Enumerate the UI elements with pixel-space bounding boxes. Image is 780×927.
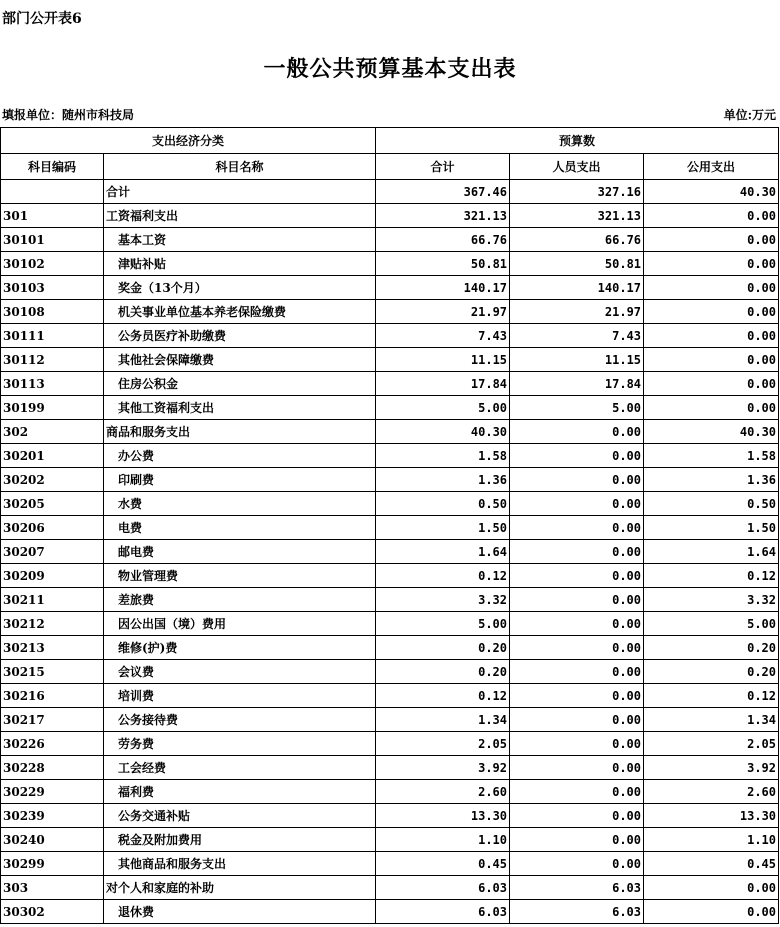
cell-public: 0.00 <box>644 876 779 900</box>
unit-label: 单位:万元 <box>723 108 776 122</box>
cell-code: 30299 <box>1 852 104 876</box>
cell-code: 30201 <box>1 444 104 468</box>
cell-public: 0.00 <box>644 276 779 300</box>
table-row <box>1 756 779 780</box>
cell-code: 30199 <box>1 396 104 420</box>
cell-total: 0.12 <box>376 564 510 588</box>
cell-public: 1.50 <box>644 516 779 540</box>
table-row <box>1 660 779 684</box>
cell-personnel: 0.00 <box>510 564 644 588</box>
cell-name: 其他社会保障缴费 <box>104 348 376 372</box>
cell-personnel: 0.00 <box>510 588 644 612</box>
cell-personnel: 0.00 <box>510 516 644 540</box>
cell-public: 1.36 <box>644 468 779 492</box>
cell-name: 福利费 <box>104 780 376 804</box>
cell-total: 11.15 <box>376 348 510 372</box>
cell-total: 50.81 <box>376 252 510 276</box>
cell-name: 其他工资福利支出 <box>104 396 376 420</box>
cell-name: 其他商品和服务支出 <box>104 852 376 876</box>
cell-code: 30101 <box>1 228 104 252</box>
cell-personnel: 0.00 <box>510 660 644 684</box>
cell-public: 0.50 <box>644 492 779 516</box>
cell-total: 0.50 <box>376 492 510 516</box>
table-row <box>1 468 779 492</box>
cell-total: 367.46 <box>376 180 510 204</box>
cell-public: 0.12 <box>644 684 779 708</box>
cell-total: 5.00 <box>376 396 510 420</box>
cell-name: 劳务费 <box>104 732 376 756</box>
cell-total: 1.50 <box>376 516 510 540</box>
cell-code: 30202 <box>1 468 104 492</box>
cell-personnel: 0.00 <box>510 444 644 468</box>
col-header-personnel: 人员支出 <box>510 154 644 180</box>
table-row <box>1 804 779 828</box>
cell-name: 公务员医疗补助缴费 <box>104 324 376 348</box>
cell-name: 公务接待费 <box>104 708 376 732</box>
cell-personnel: 0.00 <box>510 756 644 780</box>
cell-public: 5.00 <box>644 612 779 636</box>
cell-public: 0.00 <box>644 300 779 324</box>
table-row <box>1 852 779 876</box>
cell-total: 140.17 <box>376 276 510 300</box>
table-row <box>1 516 779 540</box>
cell-public: 0.00 <box>644 348 779 372</box>
cell-name: 邮电费 <box>104 540 376 564</box>
table-body <box>1 180 779 924</box>
cell-name: 差旅费 <box>104 588 376 612</box>
cell-code: 30207 <box>1 540 104 564</box>
cell-code: 302 <box>1 420 104 444</box>
cell-name: 水费 <box>104 492 376 516</box>
cell-personnel: 0.00 <box>510 492 644 516</box>
cell-public: 40.30 <box>644 420 779 444</box>
cell-total: 17.84 <box>376 372 510 396</box>
cell-total: 6.03 <box>376 876 510 900</box>
cell-public: 0.00 <box>644 324 779 348</box>
table-row <box>1 588 779 612</box>
cell-name: 退休费 <box>104 900 376 924</box>
cell-code: 30215 <box>1 660 104 684</box>
cell-name: 公务交通补贴 <box>104 804 376 828</box>
table-row <box>1 636 779 660</box>
table-row <box>1 684 779 708</box>
cell-total: 1.58 <box>376 444 510 468</box>
cell-name: 电费 <box>104 516 376 540</box>
cell-total: 0.12 <box>376 684 510 708</box>
cell-personnel: 6.03 <box>510 900 644 924</box>
table-row <box>1 180 779 204</box>
cell-personnel: 17.84 <box>510 372 644 396</box>
cell-personnel: 0.00 <box>510 612 644 636</box>
cell-name: 会议费 <box>104 660 376 684</box>
cell-public: 0.20 <box>644 660 779 684</box>
cell-public: 0.00 <box>644 228 779 252</box>
cell-total: 3.32 <box>376 588 510 612</box>
cell-code: 30111 <box>1 324 104 348</box>
cell-total: 0.20 <box>376 660 510 684</box>
cell-total: 1.36 <box>376 468 510 492</box>
table-row <box>1 876 779 900</box>
cell-name: 对个人和家庭的补助 <box>104 876 376 900</box>
table-row <box>1 612 779 636</box>
cell-code: 30206 <box>1 516 104 540</box>
table-row <box>1 396 779 420</box>
cell-code: 301 <box>1 204 104 228</box>
cell-name: 津贴补贴 <box>104 252 376 276</box>
cell-public: 0.00 <box>644 252 779 276</box>
cell-code <box>1 180 104 204</box>
budget-table <box>0 127 779 924</box>
cell-code: 30209 <box>1 564 104 588</box>
cell-code: 30217 <box>1 708 104 732</box>
cell-total: 6.03 <box>376 900 510 924</box>
cell-public: 0.00 <box>644 900 779 924</box>
cell-total: 2.60 <box>376 780 510 804</box>
cell-public: 0.00 <box>644 372 779 396</box>
cell-total: 0.45 <box>376 852 510 876</box>
cell-personnel: 0.00 <box>510 780 644 804</box>
table-row <box>1 252 779 276</box>
cell-name: 印刷费 <box>104 468 376 492</box>
cell-public: 0.00 <box>644 204 779 228</box>
cell-personnel: 327.16 <box>510 180 644 204</box>
cell-code: 30302 <box>1 900 104 924</box>
cell-personnel: 0.00 <box>510 636 644 660</box>
cell-code: 30113 <box>1 372 104 396</box>
cell-name: 物业管理费 <box>104 564 376 588</box>
cell-public: 0.45 <box>644 852 779 876</box>
cell-name: 合计 <box>104 180 376 204</box>
cell-name: 商品和服务支出 <box>104 420 376 444</box>
cell-total: 3.92 <box>376 756 510 780</box>
cell-name: 工会经费 <box>104 756 376 780</box>
cell-public: 1.34 <box>644 708 779 732</box>
cell-code: 30112 <box>1 348 104 372</box>
group-header-category: 支出经济分类 <box>1 128 376 154</box>
cell-total: 0.20 <box>376 636 510 660</box>
table-row <box>1 228 779 252</box>
cell-public: 2.60 <box>644 780 779 804</box>
cell-total: 2.05 <box>376 732 510 756</box>
cell-code: 30102 <box>1 252 104 276</box>
table-number-label: 部门公开表6 <box>2 11 82 27</box>
table-row <box>1 708 779 732</box>
group-header-budget: 预算数 <box>376 128 779 154</box>
cell-total: 13.30 <box>376 804 510 828</box>
table-row <box>1 276 779 300</box>
cell-name: 办公费 <box>104 444 376 468</box>
page-title: 一般公共预算基本支出表 <box>263 56 517 82</box>
cell-name: 机关事业单位基本养老保险缴费 <box>104 300 376 324</box>
cell-public: 1.64 <box>644 540 779 564</box>
table-row <box>1 204 779 228</box>
cell-public: 2.05 <box>644 732 779 756</box>
table-row <box>1 300 779 324</box>
table-row <box>1 780 779 804</box>
cell-code: 30229 <box>1 780 104 804</box>
cell-personnel: 0.00 <box>510 540 644 564</box>
table-row <box>1 324 779 348</box>
table-row <box>1 564 779 588</box>
cell-personnel: 0.00 <box>510 852 644 876</box>
cell-name: 维修(护)费 <box>104 636 376 660</box>
cell-total: 1.64 <box>376 540 510 564</box>
cell-code: 30103 <box>1 276 104 300</box>
table-row <box>1 828 779 852</box>
cell-public: 3.32 <box>644 588 779 612</box>
col-header-name: 科目名称 <box>104 154 376 180</box>
cell-personnel: 0.00 <box>510 684 644 708</box>
cell-personnel: 21.97 <box>510 300 644 324</box>
cell-personnel: 5.00 <box>510 396 644 420</box>
table-row <box>1 540 779 564</box>
cell-total: 21.97 <box>376 300 510 324</box>
cell-personnel: 50.81 <box>510 252 644 276</box>
cell-name: 基本工资 <box>104 228 376 252</box>
cell-personnel: 140.17 <box>510 276 644 300</box>
table-row <box>1 732 779 756</box>
cell-code: 30108 <box>1 300 104 324</box>
cell-total: 40.30 <box>376 420 510 444</box>
cell-personnel: 7.43 <box>510 324 644 348</box>
cell-public: 1.58 <box>644 444 779 468</box>
cell-personnel: 0.00 <box>510 828 644 852</box>
cell-total: 321.13 <box>376 204 510 228</box>
cell-code: 30205 <box>1 492 104 516</box>
cell-personnel: 0.00 <box>510 468 644 492</box>
cell-code: 30212 <box>1 612 104 636</box>
cell-personnel: 11.15 <box>510 348 644 372</box>
cell-code: 30228 <box>1 756 104 780</box>
table-row <box>1 420 779 444</box>
cell-public: 13.30 <box>644 804 779 828</box>
cell-public: 0.00 <box>644 396 779 420</box>
cell-total: 7.43 <box>376 324 510 348</box>
cell-personnel: 0.00 <box>510 732 644 756</box>
cell-code: 30211 <box>1 588 104 612</box>
table-row <box>1 900 779 924</box>
reporting-org-label: 填报单位：随州市科技局 <box>2 108 135 122</box>
cell-code: 30216 <box>1 684 104 708</box>
cell-name: 税金及附加费用 <box>104 828 376 852</box>
cell-name: 工资福利支出 <box>104 204 376 228</box>
table-row <box>1 372 779 396</box>
cell-public: 1.10 <box>644 828 779 852</box>
cell-name: 培训费 <box>104 684 376 708</box>
table-row <box>1 444 779 468</box>
table-row <box>1 492 779 516</box>
cell-code: 30240 <box>1 828 104 852</box>
cell-total: 1.10 <box>376 828 510 852</box>
cell-code: 30239 <box>1 804 104 828</box>
cell-name: 住房公积金 <box>104 372 376 396</box>
cell-public: 0.12 <box>644 564 779 588</box>
cell-personnel: 6.03 <box>510 876 644 900</box>
cell-total: 5.00 <box>376 612 510 636</box>
cell-total: 1.34 <box>376 708 510 732</box>
table-row <box>1 348 779 372</box>
col-header-total: 合计 <box>376 154 510 180</box>
cell-public: 3.92 <box>644 756 779 780</box>
cell-personnel: 66.76 <box>510 228 644 252</box>
cell-personnel: 321.13 <box>510 204 644 228</box>
cell-personnel: 0.00 <box>510 804 644 828</box>
cell-name: 奖金（13个月） <box>104 276 376 300</box>
cell-code: 30213 <box>1 636 104 660</box>
cell-public: 40.30 <box>644 180 779 204</box>
col-header-code: 科目编码 <box>1 154 104 180</box>
cell-personnel: 0.00 <box>510 708 644 732</box>
cell-name: 因公出国（境）费用 <box>104 612 376 636</box>
col-header-public: 公用支出 <box>644 154 779 180</box>
cell-total: 66.76 <box>376 228 510 252</box>
cell-code: 30226 <box>1 732 104 756</box>
cell-code: 303 <box>1 876 104 900</box>
cell-personnel: 0.00 <box>510 420 644 444</box>
cell-public: 0.20 <box>644 636 779 660</box>
